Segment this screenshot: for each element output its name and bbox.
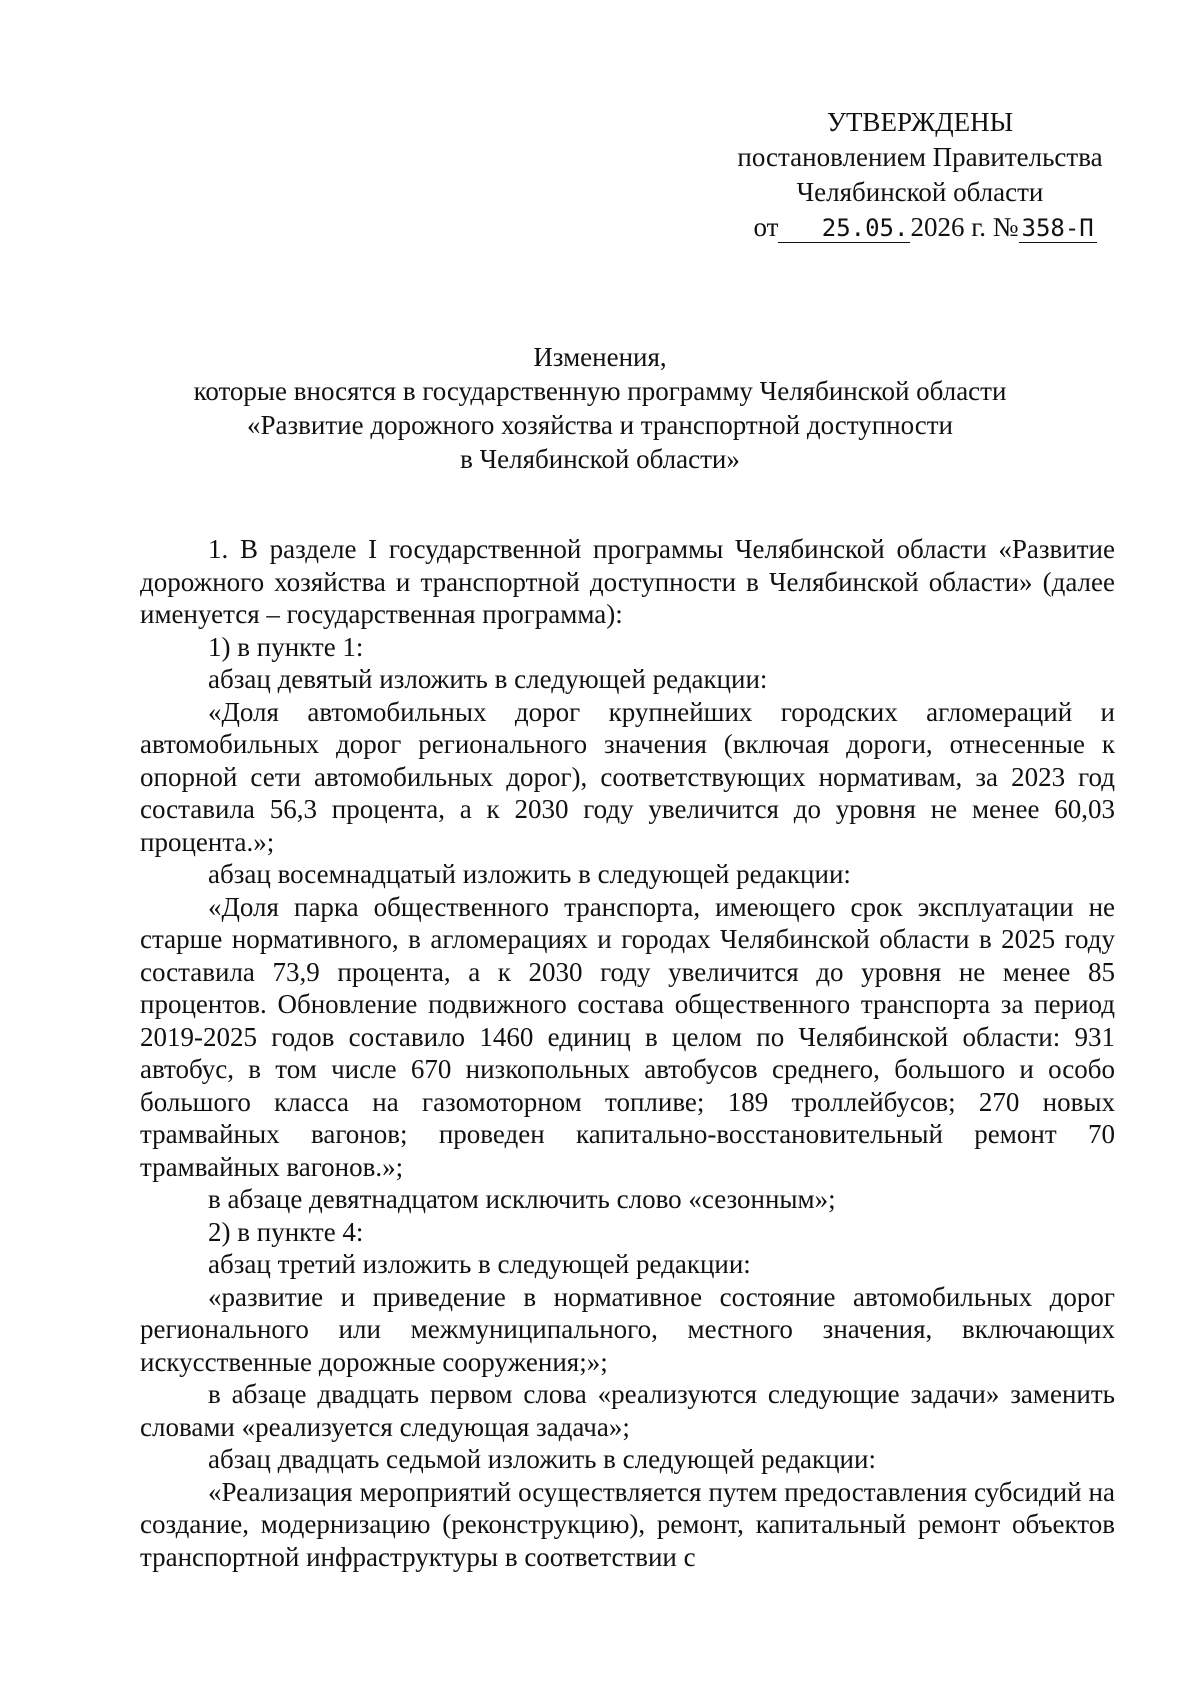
paragraph: «развитие и приведение в нормативное состояние автомобильных дорог регионального или межмуниципального, местного значения, включающих искусственные дорожные сооружения;»; [140, 1281, 1115, 1377]
title-line-1: Изменения, [533, 342, 667, 372]
approval-heading: УТВЕРЖДЕНЫ [826, 107, 1014, 137]
paragraph: в абзаце двадцать первом слова «реализуются следующие задачи» заменить словами «реализуется следующая задача»; [140, 1379, 1115, 1442]
title-line-3: «Развитие дорожного хозяйства и транспортной доступности [246, 410, 953, 440]
paragraph: «Доля автомобильных дорог крупнейших городских агломераций и автомобильных дорог регионального значения (включая дороги, отнесенные к опорной сети автомобильных дорог), соответствующих нормативам, за 2023 год составила 56,3 процента, а к 2030 году увеличится до уровня не менее 60,03 процента.»; [140, 696, 1115, 857]
title-line-4: в Челябинской области» [460, 444, 740, 474]
approval-date-field: 25.05. [778, 214, 910, 243]
paragraph: абзац двадцать седьмой изложить в следующей редакции: [208, 1444, 876, 1474]
document-body [140, 533, 1115, 1573]
approval-stamp-block [690, 105, 1150, 245]
paragraph: абзац девятый изложить в следующей редакции: [208, 664, 768, 694]
approval-from-label: от [753, 212, 779, 242]
approval-date-number-line [690, 210, 1150, 245]
paragraph: 1. В разделе I государственной программы Челябинской области «Развитие дорожного хозяйства и транспортной доступности в Челябинской области» (далее именуется – государственная программа): [140, 534, 1115, 629]
paragraph: 2) в пункте 4: [208, 1216, 364, 1247]
document-title [140, 340, 1060, 476]
paragraph: 1) в пункте 1: [208, 631, 364, 662]
paragraph: «Реализация мероприятий осуществляется путем предоставления субсидий на создание, модернизацию (реконструкцию), ремонт, капитальный ремонт объектов транспортной инфраструктуры в соответствии с [140, 1476, 1115, 1572]
paragraph: в абзаце девятнадцатом исключить слово «сезонным»; [208, 1184, 836, 1214]
paragraph: абзац восемнадцатый изложить в следующей редакции: [208, 859, 851, 889]
title-line-2: которые вносятся в государственную программу Челябинской области [193, 376, 1007, 406]
approval-year-suffix: 2026 г. № [910, 212, 1019, 242]
paragraph: «Доля парка общественного транспорта, имеющего срок эксплуатации не старше нормативного, в агломерациях и городах Челябинской области в 2025 году составила 73,9 процента, а к 2030 году увеличится до уровня не менее 85 процентов. Обновление подвижного состава общественного транспорта за период 2019-2025 годов составило 1460 единиц в целом по Челябинской области: 931 автобус, в том числе 670 низкопольных автобусов среднего, большого и особо большого класса на газомоторном топливе; 189 троллейбусов; 270 новых трамвайных вагонов; проведен капитально-восстановительный ремонт 70 трамвайных вагонов.»; [140, 891, 1115, 1182]
paragraph: абзац третий изложить в следующей редакции: [208, 1249, 751, 1279]
approval-region-line: Челябинской области [796, 177, 1044, 207]
approval-number-field: 358-П [1019, 214, 1097, 243]
approval-decree-line: постановлением Правительства [737, 142, 1103, 172]
